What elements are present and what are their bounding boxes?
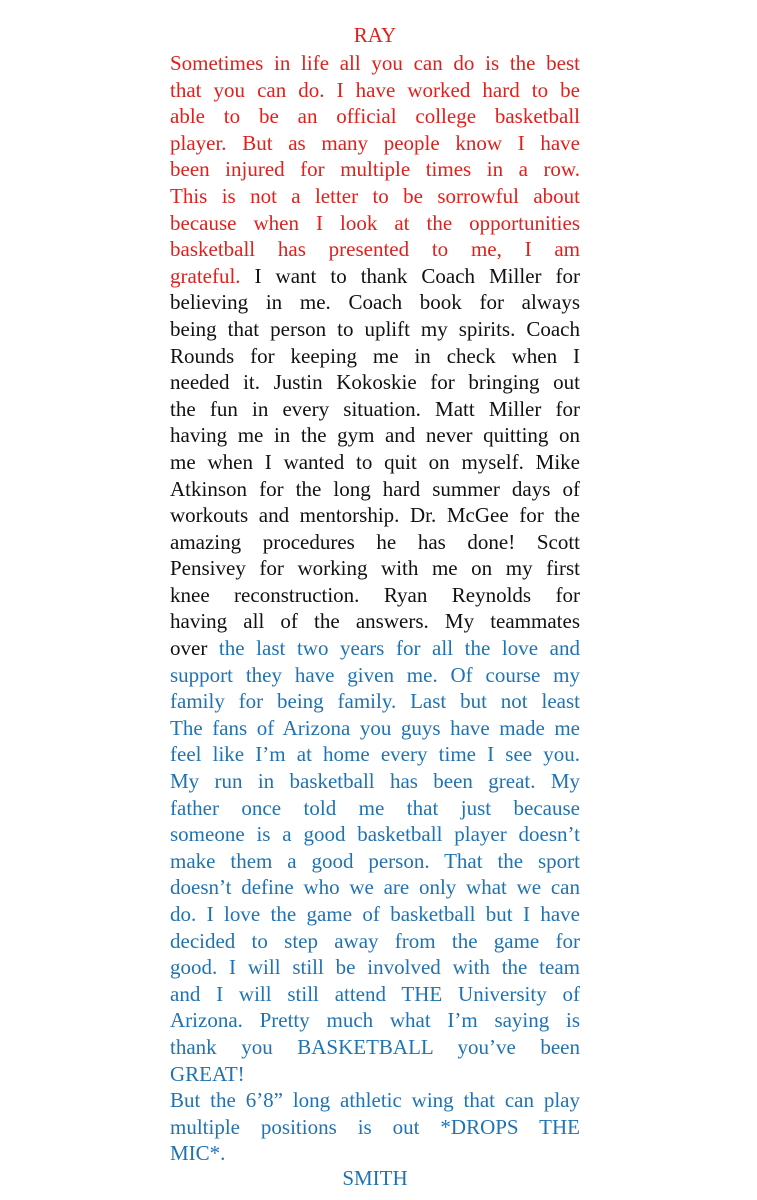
text-line (170, 422, 580, 449)
text-segment-blue: MIC*. (170, 1141, 226, 1166)
text-line (170, 928, 580, 955)
text-segment-blue: But the 6’8” long athletic wing that can play (170, 1088, 580, 1113)
text-segment-red: player. But as many people know I have (170, 130, 580, 155)
text-line (170, 396, 580, 423)
text-line (170, 1087, 580, 1114)
text-segment-blue: feel like I’m at home every time I see you. (170, 742, 580, 767)
text-segment-blue: multiple positions is out *DROPS THE (170, 1114, 580, 1139)
text-line (170, 476, 580, 503)
text-segment-blue: Arizona. Pretty much what I’m saying is (170, 1008, 580, 1033)
text-segment-blue: someone is a good basketball player doesn’t (170, 822, 580, 847)
text-segment-black: having me in the gym and never quitting on (170, 423, 580, 448)
text-line (170, 50, 580, 77)
text-segment-black: the fun in every situation. Matt Miller for (170, 396, 580, 421)
text-segment-blue: good. I will still be involved with the team (170, 955, 580, 980)
text-segment-red: grateful. (170, 263, 241, 288)
text-segment-blue: do. I love the game of basketball but I have (170, 902, 580, 926)
text-line (170, 662, 580, 689)
text-segment-blue: family for being family. Last but not least (170, 689, 580, 714)
text-line (170, 103, 580, 130)
text-segment-black: I want to thank Coach Miller for (240, 263, 580, 288)
text-line (170, 608, 580, 635)
text-line (170, 183, 580, 210)
text-line (170, 529, 580, 556)
text-segment-blue: father once told me that just because (170, 795, 580, 820)
text-line (170, 795, 580, 822)
text-segment-black: Atkinson for the long hard summer days of (170, 476, 580, 501)
text-segment-red: been injured for multiple times in a row. (170, 157, 580, 182)
text-line (170, 156, 580, 183)
letter-body (170, 50, 580, 1167)
text-line (170, 369, 580, 396)
text-segment-black: being that person to uplift my spirits. Coach (170, 316, 580, 341)
text-line (170, 555, 580, 582)
text-segment-red: that you can do. I have worked hard to be (170, 77, 580, 102)
text-line (170, 77, 580, 104)
text-segment-red: This is not a letter to be sorrowful about (170, 183, 580, 208)
text-line (170, 236, 580, 263)
text-line (170, 768, 580, 795)
text-segment-blue: the last two years for all the love and (218, 636, 580, 661)
text-segment-red: basketball has presented to me, I am (170, 237, 580, 262)
text-line (170, 635, 580, 662)
text-line (170, 1114, 580, 1141)
text-line (170, 210, 580, 237)
text-line (170, 449, 580, 476)
text-line (170, 688, 580, 715)
text-line (170, 1034, 580, 1061)
text-segment-red: able to be an official college basketball (170, 104, 580, 129)
text-segment-black: over (170, 636, 219, 661)
text-line (170, 901, 580, 928)
text-line (170, 741, 580, 768)
letter-header-name: RAY (353, 23, 397, 47)
text-line (170, 289, 580, 316)
text-line (170, 821, 580, 848)
text-segment-black: believing in me. Coach book for always (170, 290, 580, 315)
text-segment-blue: decided to step away from the game for (170, 928, 580, 953)
text-segment-black: me when I wanted to quit on myself. Mike (170, 449, 580, 474)
text-segment-black: needed it. Justin Kokoskie for bringing out (170, 370, 580, 395)
text-segment-blue: support they have given me. Of course my (170, 662, 580, 687)
text-segment-red: because when I look at the opportunities (170, 210, 580, 235)
text-segment-black: having all of the answers. My teammates (170, 609, 580, 634)
text-segment-blue: thank you BASKETBALL you’ve been (170, 1034, 580, 1059)
text-segment-blue: doesn’t define who we are only what we can (170, 875, 580, 900)
text-segment-blue: and I will still attend THE University of (170, 981, 580, 1006)
text-line (170, 502, 580, 529)
text-line (170, 130, 580, 157)
text-segment-black: Rounds for keeping me in check when I (170, 343, 580, 368)
text-segment-blue: make them a good person. That the sport (170, 848, 580, 873)
text-segment-blue: The fans of Arizona you guys have made me (170, 715, 580, 740)
text-segment-black: workouts and mentorship. Dr. McGee for the (170, 503, 580, 528)
text-line (170, 263, 580, 290)
text-line (170, 874, 580, 901)
text-line (170, 316, 580, 343)
text-line (170, 582, 580, 609)
text-segment-black: amazing procedures he has done! Scott (170, 529, 580, 554)
letter-footer-name: SMITH (342, 1166, 408, 1190)
text-line (170, 715, 580, 742)
text-segment-blue: GREAT! (170, 1061, 245, 1086)
text-line (170, 848, 580, 875)
text-line (170, 954, 580, 981)
text-line (170, 981, 580, 1008)
text-line (170, 1061, 580, 1088)
text-line (170, 1140, 580, 1167)
text-line (170, 1007, 580, 1034)
text-segment-black: knee reconstruction. Ryan Reynolds for (170, 582, 580, 607)
text-segment-blue: My run in basketball has been great. My (170, 769, 580, 794)
text-segment-red: Sometimes in life all you can do is the best (170, 51, 580, 75)
text-segment-black: Pensivey for working with me on my first (170, 556, 580, 581)
text-line (170, 343, 580, 370)
